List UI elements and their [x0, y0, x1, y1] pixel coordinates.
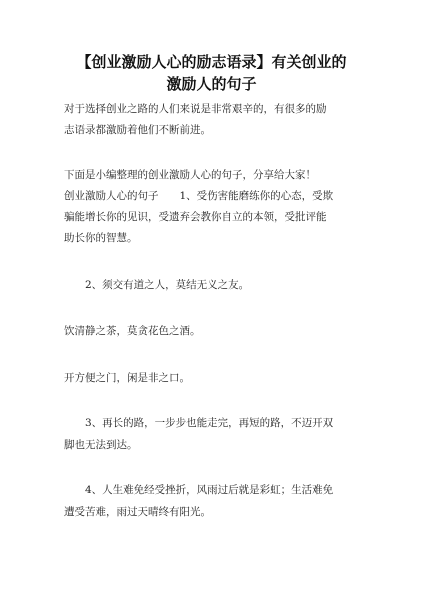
- quote-1-line-2: 骗能增长你的见识，受遗弃会教你自立的本领，受批评能: [64, 211, 327, 223]
- quote-3-line-2: 脚也无法到达。: [64, 439, 138, 451]
- quote-1-line-3: 助长你的智慧。: [64, 232, 138, 244]
- intro-line-1: 对于选择创业之路的人们来说是非常艰辛的，有很多的励: [64, 103, 327, 115]
- intro-line-2: 志语录都激励着他们不断前进。: [64, 124, 211, 136]
- quote-4-line-1: 4、人生难免经受挫折，风雨过后就是彩虹；生活难免: [64, 484, 334, 496]
- quote-2: 2、须交有道之人，莫结无义之友。: [64, 279, 250, 291]
- quote-3-line-1: 3、再长的路，一步步也能走完，再短的路，不迈开双: [64, 417, 334, 429]
- lead-paragraph: 下面是小编整理的创业激励人心的句子，分享给大家！: [64, 169, 316, 181]
- article-title-line-1: 【创业激励人心的励志语录】有关创业的: [76, 53, 347, 71]
- quote-2-continued: 饮清静之茶，莫贪花色之酒。: [64, 325, 201, 337]
- quote-1-line-1: 创业激励人心的句子 1、受伤害能磨练你的心态，受欺: [64, 190, 334, 202]
- quote-4-line-2: 遭受苦难，雨过天晴终有阳光。: [64, 506, 211, 518]
- quote-2-continued-2: 开方便之门，闲是非之口。: [64, 372, 190, 384]
- article-title-line-2: 激励人的句子: [166, 75, 257, 93]
